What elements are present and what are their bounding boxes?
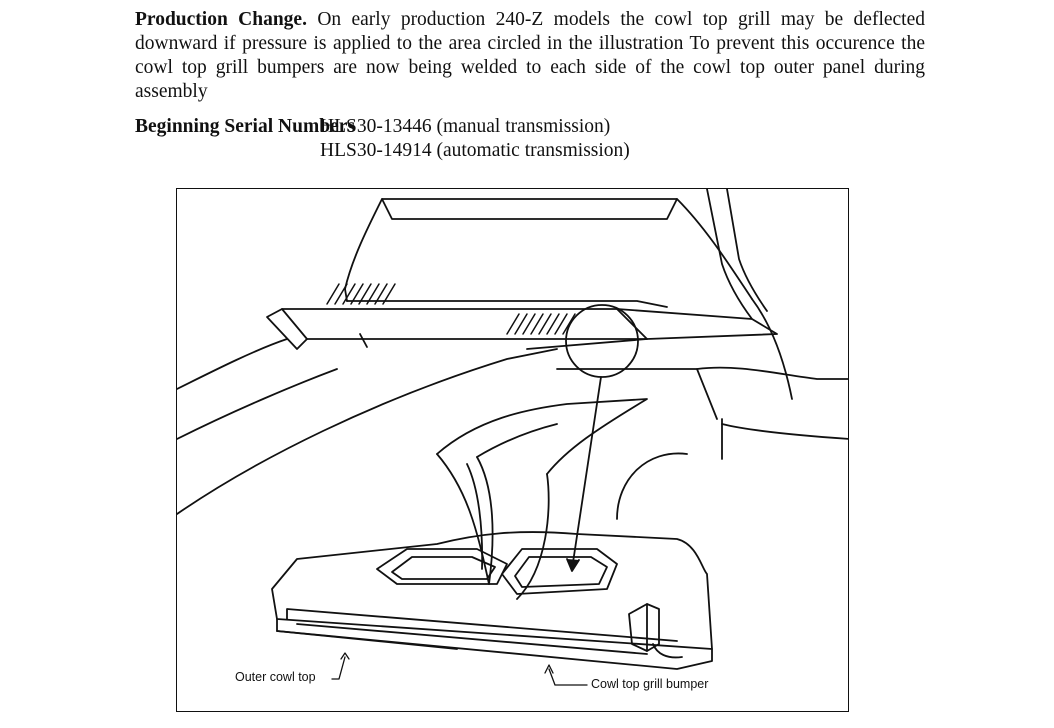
paragraph-heading: Production Change. <box>135 9 307 30</box>
outer-cowl-top-label: Outer cowl top <box>235 670 316 684</box>
wheel-arch <box>617 453 687 519</box>
vent-slots-right <box>507 314 575 334</box>
panel-tick <box>360 334 367 347</box>
upper-cowl-panel <box>267 289 777 349</box>
vent-slots-left <box>327 284 395 304</box>
serial-number-manual: HLS30-13446 (manual transmission) <box>320 116 611 137</box>
cowl-top-drawing <box>177 189 849 712</box>
left-body-lines <box>177 339 557 514</box>
right-body-lines <box>527 339 849 459</box>
cowl-top-illustration <box>176 188 849 712</box>
serial-numbers-list <box>320 115 630 163</box>
production-change-paragraph <box>135 8 925 104</box>
serial-numbers-label: Beginning Serial Numbers <box>135 116 355 137</box>
label-leaders <box>332 653 587 685</box>
cowl-top-grill-bumper-label: Cowl top grill bumper <box>591 677 709 691</box>
serial-number-automatic: HLS30-14914 (automatic transmission) <box>320 140 630 161</box>
paragraph-body: On early production 240-Z models the cowl top grill may be deflected downward if pressure is applied to the area circled in the illustration To prevent this occurence the cowl top grill bumpers are now being welded to each side of the cowl top outer panel during assembly <box>135 9 925 102</box>
